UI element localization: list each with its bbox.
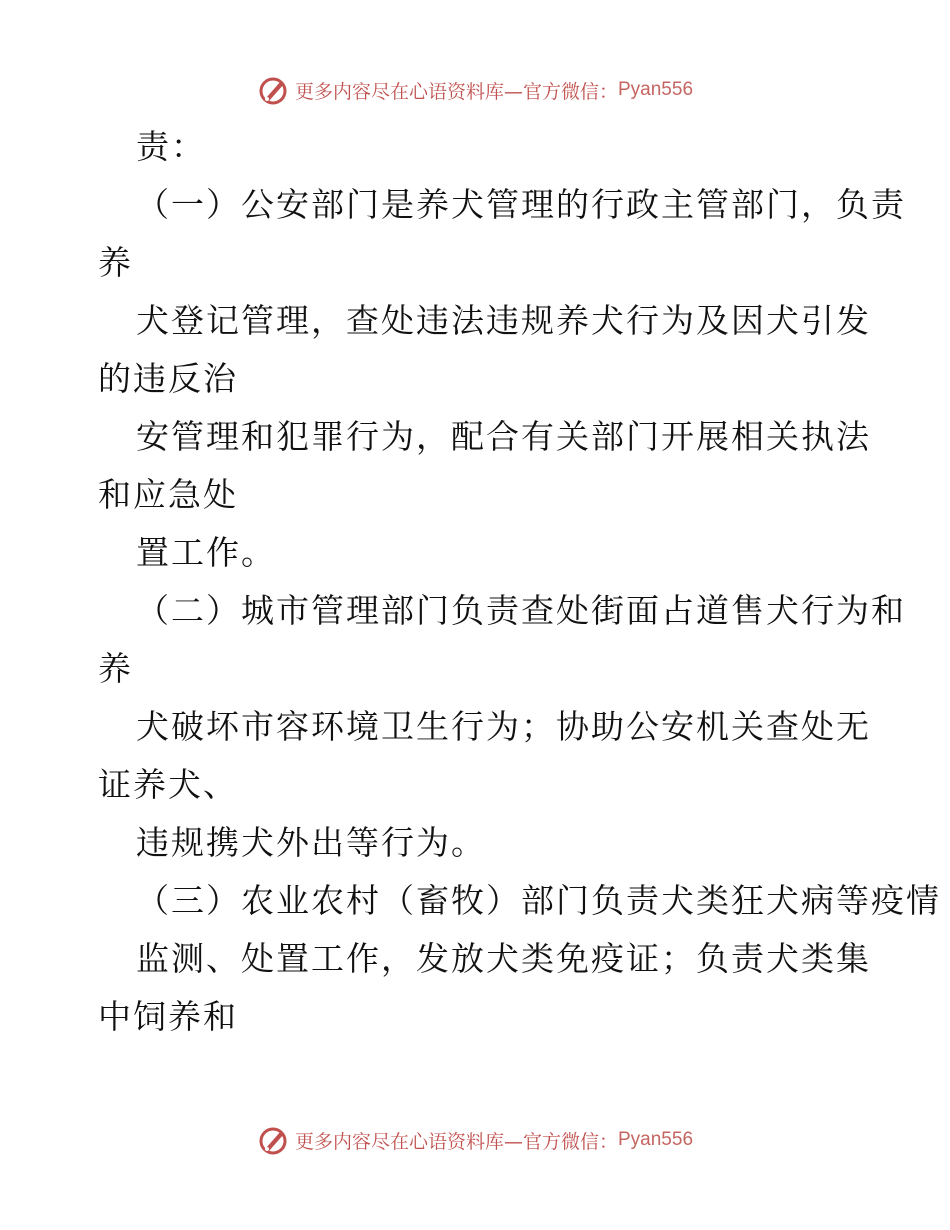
watermark-text: 更多内容尽在心语资料库—官方微信： (294, 1130, 618, 1153)
document-body (98, 118, 941, 1046)
text-line: 违规携犬外出等行为。 (136, 823, 486, 862)
text-line: 证养犬、 (98, 765, 238, 804)
text-line: 和应急处 (98, 475, 238, 514)
text-line: 犬破坏市容环境卫生行为；协助公安机关查处无 (136, 707, 871, 746)
wechat-id: Pyan556 (618, 79, 694, 100)
text-line: （一）公安部门是养犬管理的行政主管部门，负责 (136, 185, 906, 224)
text-line: 养 (98, 649, 133, 688)
text-line: 中饲养和 (98, 997, 238, 1036)
text-line: 置工作。 (136, 533, 276, 572)
text-line: 安管理和犯罪行为，配合有关部门开展相关执法 (136, 417, 871, 456)
text-line: （二）城市管理部门负责查处街面占道售犬行为和 (136, 591, 906, 630)
footer-watermark (0, 1120, 950, 1160)
pen-logo-icon (257, 74, 289, 106)
text-line: 养 (98, 243, 133, 282)
pen-logo-icon (257, 1124, 289, 1156)
header-watermark (0, 70, 950, 110)
watermark-text: 更多内容尽在心语资料库—官方微信： (294, 80, 618, 103)
text-line: （三）农业农村（畜牧）部门负责犬类狂犬病等疫情 (136, 881, 941, 920)
text-line: 责： (136, 127, 206, 166)
wechat-id: Pyan556 (618, 1129, 694, 1150)
text-line: 的违反治 (98, 359, 238, 398)
text-line: 犬登记管理，查处违法违规养犬行为及因犬引发 (136, 301, 871, 340)
text-line: 监测、处置工作，发放犬类免疫证；负责犬类集 (136, 939, 871, 978)
